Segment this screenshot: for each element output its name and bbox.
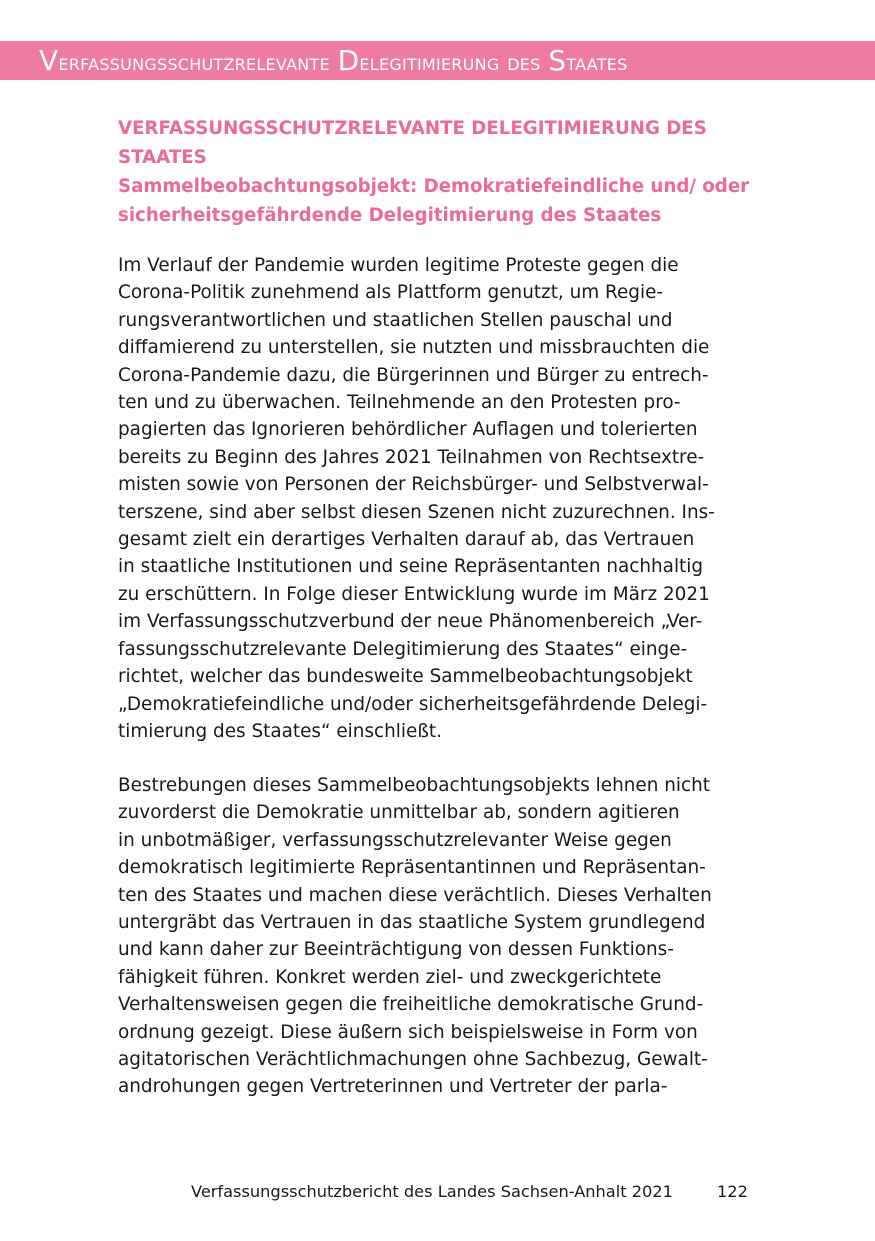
paragraph-line: gesamt zielt ein derartiges Verhalten darauf ab, das Vertrauen bbox=[118, 529, 695, 551]
chapter-title-part: D bbox=[337, 44, 360, 77]
paragraph-line: Verhaltensweisen gegen die freiheitliche demokratische Grund- bbox=[118, 994, 704, 1016]
paragraph-line: misten sowie von Personen der Reichsbürger- und Selbstverwal- bbox=[118, 474, 709, 496]
paragraph-line: untergräbt das Vertrauen in das staatliche System grundlegend bbox=[118, 912, 706, 934]
paragraph-line: in staatliche Institutionen und seine Repräsentanten nachhaltig bbox=[118, 556, 704, 578]
section-subheading-line: sicherheitsgefährdende Delegitimierung des Staates bbox=[118, 205, 662, 226]
paragraph-line: im Verfassungsschutzverbund der neue Phänomenbereich „Ver- bbox=[118, 611, 703, 633]
paragraph-line: demokratisch legitimierte Repräsentantinnen und Repräsentan- bbox=[118, 857, 706, 879]
paragraph-line: androhungen gegen Vertreterinnen und Vertreter der parla- bbox=[118, 1076, 668, 1098]
chapter-title bbox=[39, 44, 627, 79]
paragraph-line: fähigkeit führen. Konkret werden ziel- und zweckgerichtete bbox=[118, 966, 662, 988]
section-heading bbox=[118, 114, 768, 230]
paragraph-line: ten und zu überwachen. Teilnehmende an den Protesten pro- bbox=[118, 392, 681, 414]
chapter-title-part: erfassungsschutzrelevante bbox=[58, 48, 338, 76]
chapter-title-part: taates bbox=[566, 48, 628, 76]
paragraph-line: zuvorderst die Demokratie unmittelbar ab, sondern agitieren bbox=[118, 802, 680, 824]
paragraph-line: timierung des Staates“ einschließt. bbox=[118, 720, 442, 742]
paragraph-line: und kann daher zur Beeinträchtigung von dessen Funktions- bbox=[118, 939, 674, 961]
paragraph-line: fassungsschutzrelevante Delegitimierung des Staates“ einge- bbox=[118, 638, 688, 660]
chapter-title-part: elegitimierung des bbox=[359, 48, 549, 76]
paragraph-line: Corona-Pandemie dazu, die Bürgerinnen und Bürger zu entrech- bbox=[118, 364, 709, 386]
paragraph-line: ten des Staates und machen diese verächtlich. Dieses Verhalten bbox=[118, 884, 712, 906]
footer-report-title: Verfassungsschutzbericht des Landes Sachsen-Anhalt 2021 bbox=[191, 1182, 673, 1201]
paragraph-line: in unbotmäßiger, verfassungsschutzrelevanter Weise gegen bbox=[118, 829, 672, 851]
chapter-title-part: V bbox=[39, 44, 59, 77]
paragraph-line: „Demokratiefeindliche und/oder sicherheitsgefährdende Delegi- bbox=[118, 693, 708, 715]
paragraph-line: terszene, sind aber selbst diesen Szenen nicht zuzurechnen. Ins- bbox=[118, 501, 715, 523]
chapter-header-bar bbox=[0, 41, 875, 80]
paragraph-line: zu erschüttern. In Folge dieser Entwicklung wurde im März 2021 bbox=[118, 583, 710, 605]
paragraph-line: Im Verlauf der Pandemie wurden legitime Proteste gegen die bbox=[118, 255, 679, 276]
paragraph-2 bbox=[118, 772, 768, 1101]
section-heading-line: VERFASSUNGSSCHUTZRELEVANTE DELEGITIMIERUNG DES bbox=[118, 118, 707, 139]
paragraph-line: pagierten das Ignorieren behördlicher Auflagen und tolerierten bbox=[118, 419, 698, 441]
paragraph-1 bbox=[118, 252, 768, 745]
chapter-title-part: S bbox=[548, 44, 567, 77]
paragraph-line: agitatorischen Verächtlichmachungen ohne Sachbezug, Gewalt- bbox=[118, 1049, 708, 1071]
paragraph-line: richtet, welcher das bundesweite Sammelbeobachtungsobjekt bbox=[118, 666, 693, 688]
paragraph-line: Corona-Politik zunehmend als Plattform genutzt, um Regie- bbox=[118, 282, 664, 304]
section-subheading-line: Sammelbeobachtungsobjekt: Demokratiefeindliche und/ oder bbox=[118, 176, 750, 197]
paragraph-line: diffamierend zu unterstellen, sie nutzten und missbrauchten die bbox=[118, 337, 710, 359]
page-number: 122 bbox=[717, 1182, 748, 1201]
paragraph-line: ordnung gezeigt. Diese äußern sich beispielsweise in Form von bbox=[118, 1021, 698, 1043]
paragraph-line: Bestrebungen dieses Sammelbeobachtungsobjekts lehnen nicht bbox=[118, 775, 710, 796]
section-heading-line: STAATES bbox=[118, 147, 207, 168]
paragraph-line: bereits zu Beginn des Jahres 2021 Teilnahmen von Rechtsextre- bbox=[118, 446, 705, 468]
paragraph-line: rungsverantwortlichen und staatlichen Stellen pauschal und bbox=[118, 309, 673, 331]
